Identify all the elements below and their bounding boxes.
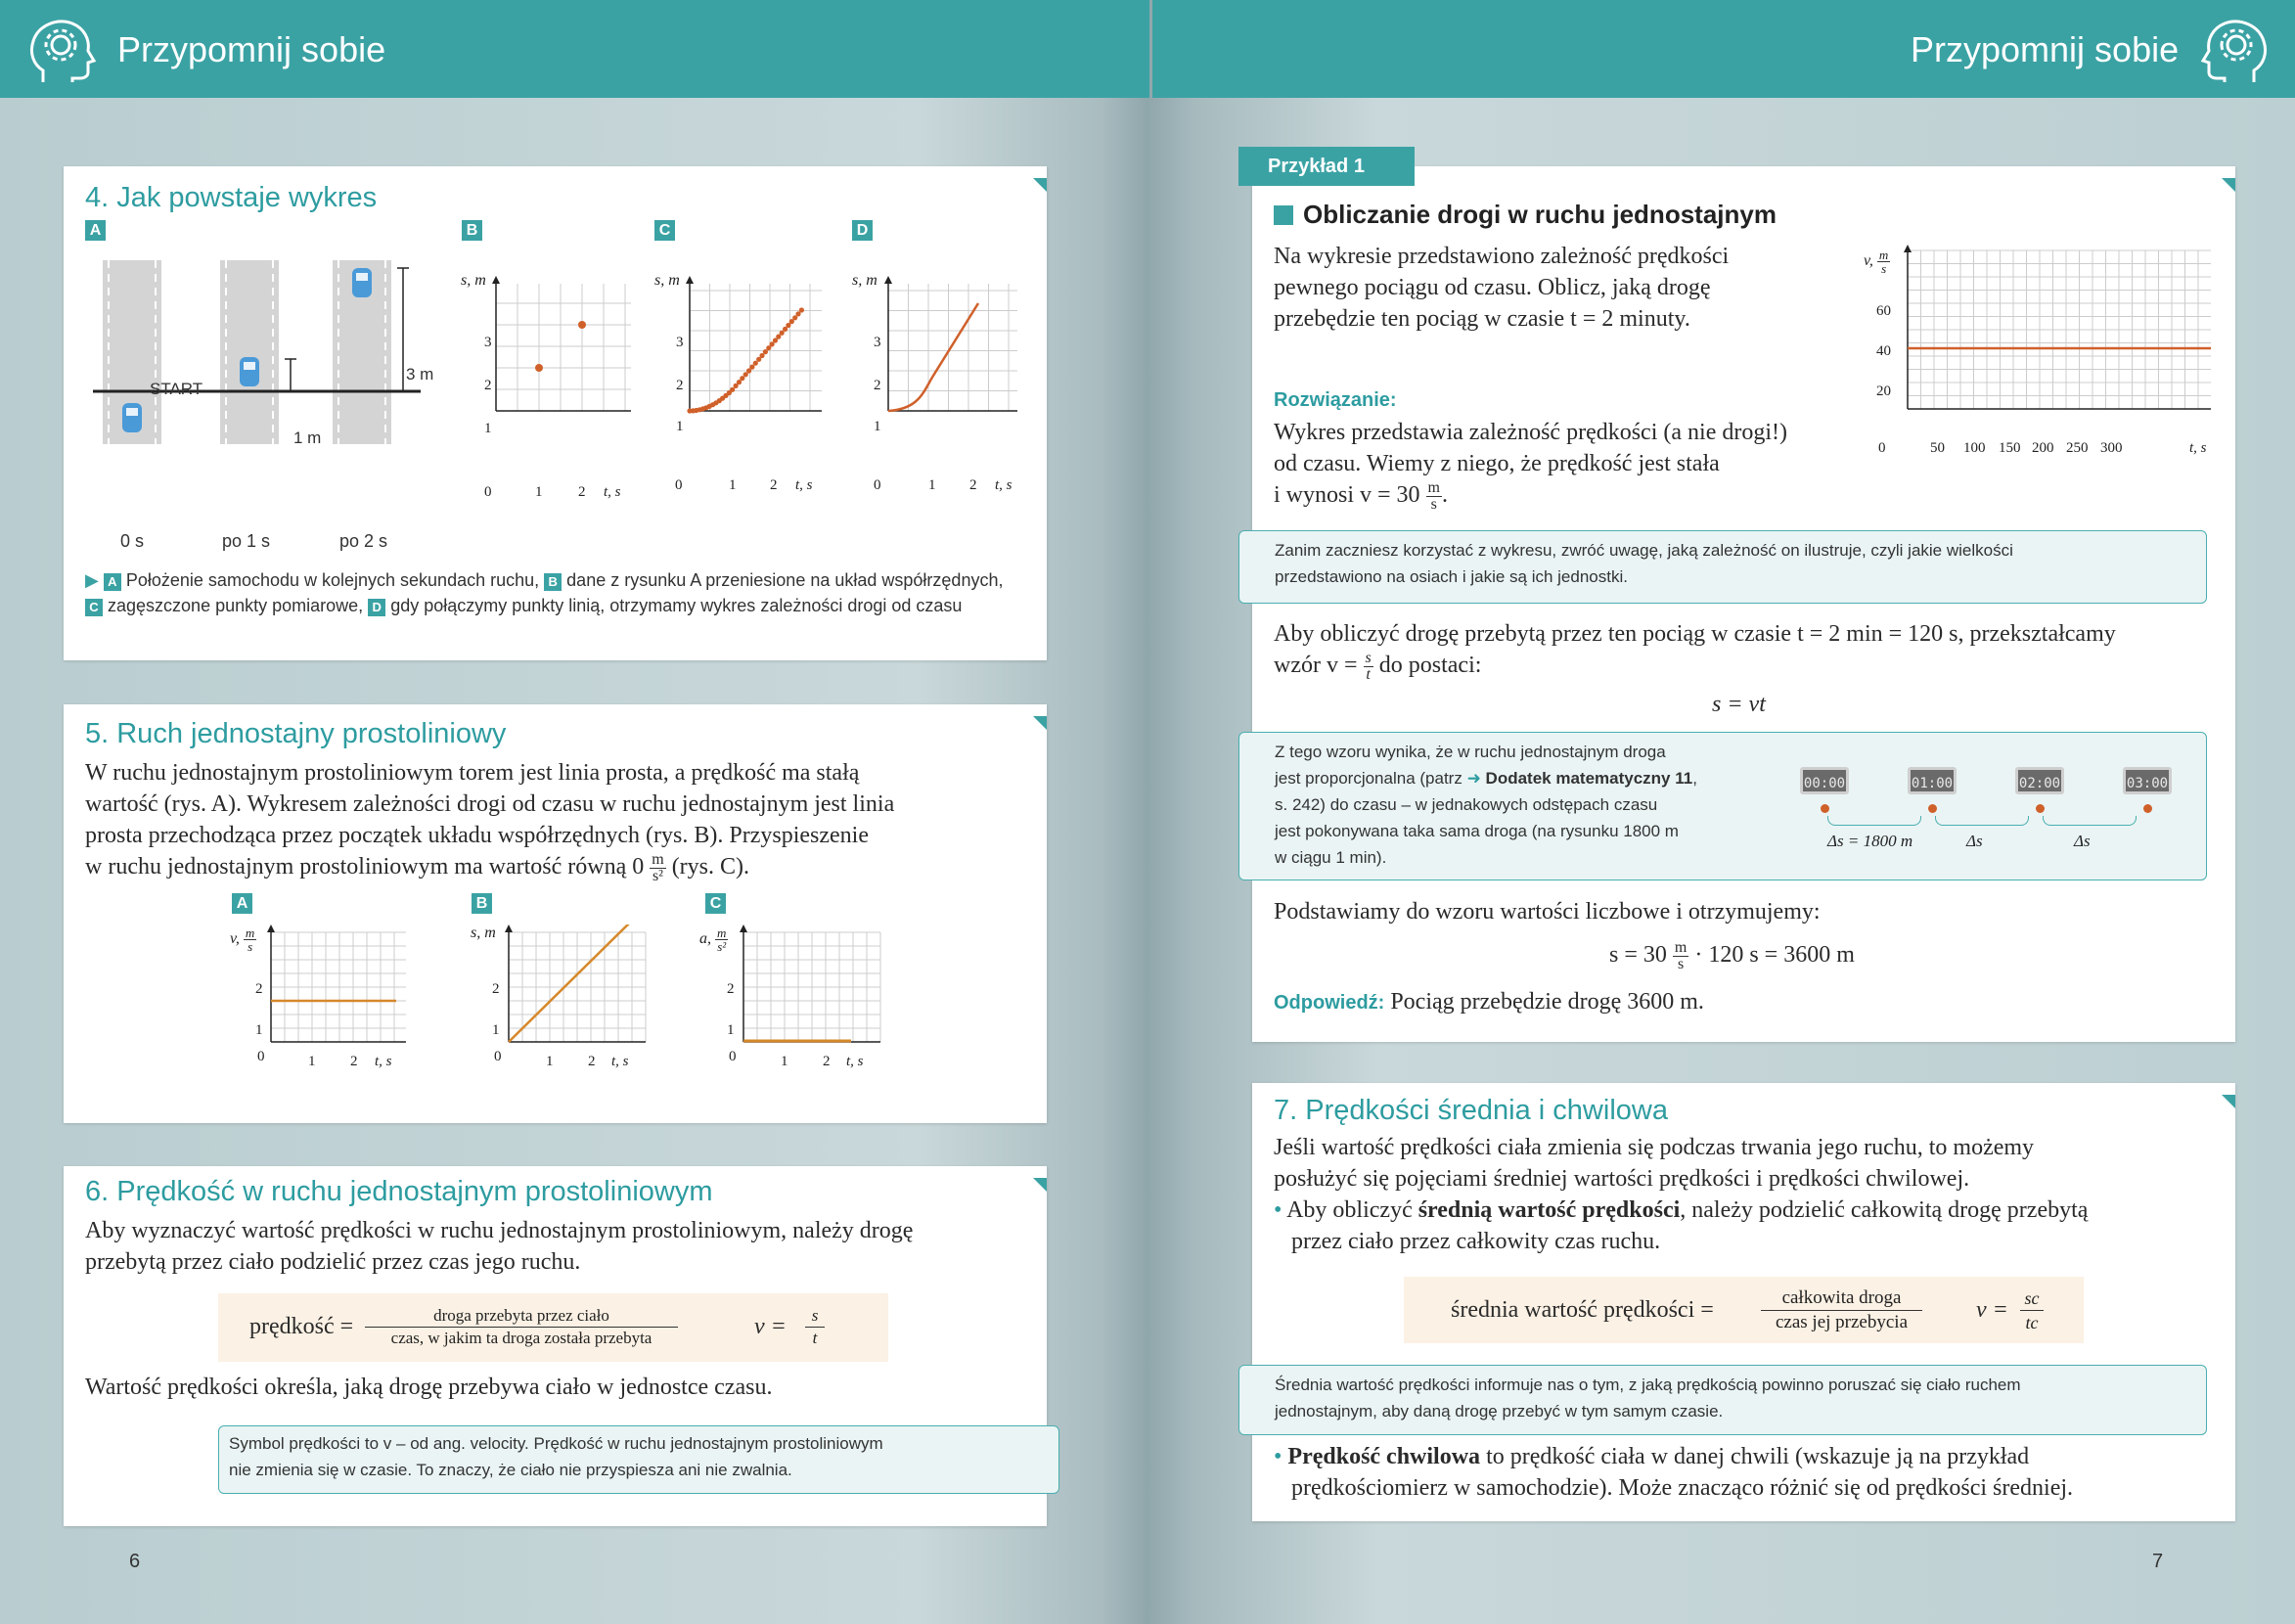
header-title: Przypomnij sobie [117, 29, 386, 69]
section-title: 7. Prędkości średnia i chwilowa [1274, 1095, 1668, 1126]
tick-label: 3 [676, 335, 684, 350]
axis-label: t, s [846, 1054, 864, 1069]
example-tab: Przykład 1 [1238, 147, 1415, 186]
card-section-7 [1252, 1083, 2235, 1521]
time-label: po 2 s [339, 531, 388, 551]
tick-label: 2 [588, 1054, 596, 1069]
velocity-formula: prędkość = droga przebyta przez ciało czas, w jakim ta droga została przebyta v = s t [218, 1293, 888, 1362]
tick-label: 1 [535, 484, 543, 500]
axis-label: t, s [611, 1054, 629, 1069]
tick-label: 1 [492, 1022, 500, 1038]
tick-label: 2 [770, 477, 778, 493]
tick-label: 0 [257, 1049, 265, 1064]
figure-label: A [232, 893, 252, 914]
car-icon [352, 268, 372, 297]
axis-label: a, $\frac{m}{\text{s²}}$ [699, 925, 727, 954]
data-point [786, 323, 790, 328]
example-title: Obliczanie drogi w ruchu jednostajnym [1303, 200, 1777, 229]
curve-line [888, 303, 978, 411]
data-point [535, 364, 543, 372]
clock-display: 00:00 [1800, 767, 1849, 794]
axis-label: s, m [471, 925, 496, 941]
time-marker [2036, 804, 2045, 813]
axis-label: t, s [604, 484, 621, 500]
tick-label: 1 [255, 1022, 263, 1038]
time-label: 0 s [120, 531, 145, 551]
note-box: Z tego wzoru wynika, że w ruchu jednostajnym droga jest proporcjonalna (patrz ➜ Dodatek matematyczny 11, s. 242) do czasu – w jednakowych odstępach czasu jest pokonywana taka sama droga (na rysunku 1800 m w ciągu 1 min). [1238, 732, 2207, 880]
time-marker [1821, 804, 1829, 813]
train-velocity-graph [1888, 245, 2221, 416]
note-box: Średnia wartość prędkości informuje nas o tym, z jaką prędkością powinno poruszać się ciało ruchem jednostajnym, aby daną drogę przebyć w tym samym czasie. [1238, 1365, 2207, 1435]
example-task: Na wykresie przedstawiono zależność prędkości pewnego pociągu od czasu. Oblicz, jaką drogę przebędzie ten pociąg w czasie t = 2 minuty. [1274, 244, 1730, 332]
tick-label: 1 [874, 419, 881, 434]
tick-label: 0 [1878, 440, 1886, 456]
tick-label: 1 [781, 1054, 788, 1069]
header-left [0, 0, 1149, 98]
figure-caption: ▶ A Położenie samochodu w kolejnych sekundach ruchu, B dane z rysunku A przeniesione na układ współrzędnych, C zagęszczone punkty pomiarowe, D gdy połączymy punkty linią, otrzymamy wykres zależności drogi od czasu [85, 570, 1004, 615]
tick-label: 1 [727, 1022, 735, 1038]
answer: Odpowiedź: Pociąg przebędzie drogę 3600 m. [1274, 989, 1704, 1015]
tick-label: 0 [494, 1049, 502, 1064]
interval-brace [1935, 816, 2029, 826]
start-label: START [150, 380, 203, 398]
tick-label: 2 [578, 484, 586, 500]
average-velocity-formula: średnia wartość prędkości = całkowita droga czas jej przebycia v = sc tc [1404, 1277, 2084, 1343]
card-section-6 [64, 1166, 1047, 1526]
clock-row [1800, 759, 2191, 857]
interval-brace [2043, 816, 2137, 826]
figure-label: C [705, 893, 726, 914]
tick-label: 60 [1876, 303, 1891, 319]
interval-brace [1827, 816, 1921, 826]
tick-label: 1 [308, 1054, 316, 1069]
substitution-formula: s = 30 $\frac{m}{s}$ · 120 s = 3600 m [1609, 938, 1855, 972]
axis-label: s, m [461, 272, 486, 289]
graph-b [455, 274, 641, 430]
tick-label: 50 [1930, 440, 1945, 456]
axis-label: v, $\frac{m}{s}$ [230, 925, 255, 954]
figure-label: B [472, 893, 492, 914]
section-title: 5. Ruch jednostajny prostoliniowy [85, 718, 507, 749]
axis-label: t, s [2189, 440, 2207, 456]
section-body: Wartość prędkości określa, jaką drogę przebywa ciało w jednostce czasu. [85, 1375, 773, 1400]
head-gear-icon [23, 14, 98, 88]
data-point [799, 307, 804, 312]
data-point [749, 365, 754, 370]
delta-label: Δs [2074, 832, 2091, 850]
axis-label: t, s [375, 1054, 392, 1069]
tick-label: 150 [1999, 440, 2021, 456]
time-label: po 1 s [222, 531, 271, 551]
time-marker [2143, 804, 2152, 813]
tick-label: 2 [874, 378, 881, 393]
figure-label: D [852, 220, 873, 241]
calc-text: Aby obliczyć drogę przebytą przez ten pociąg w czasie t = 2 min = 120 s, przekształcamy wzór v = $\frac{s}{t}$ do postaci: [1274, 621, 2116, 683]
tick-label: 2 [727, 981, 735, 997]
graph-c [651, 274, 836, 430]
data-point [578, 321, 586, 329]
distance-line [509, 925, 636, 1042]
square-bullet-icon [1274, 205, 1293, 225]
tick-label: 1 [484, 421, 492, 436]
note-box: Symbol prędkości to v – od ang. velocity. Prędkość w ruchu jednostajnym prostoliniowym nie zmienia się w czasie. To znaczy, że ciało nie przyspiesza ani nie zwalnia. [218, 1425, 1059, 1494]
figure-label: B [462, 220, 482, 241]
axis-label: v, $\frac{m}{s}$ [1864, 248, 1889, 276]
tick-label: 1 [928, 477, 936, 493]
tick-label: 300 [2100, 440, 2123, 456]
tick-label: 20 [1876, 383, 1891, 399]
page-number: 7 [2152, 1551, 2164, 1572]
tick-label: 2 [492, 981, 500, 997]
section-title: 6. Prędkość w ruchu jednostajnym prostoliniowym [85, 1176, 713, 1207]
tick-label: 40 [1876, 343, 1891, 359]
tick-label: 2 [350, 1054, 358, 1069]
card-section-5 [64, 704, 1047, 1123]
clock-display: 01:00 [1908, 767, 1957, 794]
distance-label: 1 m [293, 429, 322, 447]
data-point [753, 361, 758, 366]
tick-label: 100 [1963, 440, 1986, 456]
delta-label: Δs [1966, 832, 1983, 850]
header-title: Przypomnij sobie [1911, 29, 2180, 69]
tick-label: 3 [484, 335, 492, 350]
tick-label: 0 [675, 477, 683, 493]
section-body: Aby wyznaczyć wartość prędkości w ruchu jednostajnym prostoliniowym, należy drogę przebytą przez ciało podzielić przez czas jego ruchu. [85, 1218, 914, 1275]
header-right [1152, 0, 2295, 98]
section-body: W ruchu jednostajnym prostoliniowym torem jest linia prosta, a prędkość ma stałą wartość (rys. A). Wykresem zależności drogi od czasu w ruchu jednostajnym jest linia prosta przechodząca przez początek układu współrzędnych (rys. B). Przyspieszenie w ruchu jednostajnym prostoliniowym ma wartość równą 0 $\frac{m}{\text{s²}}$ (rys. C). [85, 760, 895, 884]
figure-label: A [85, 220, 106, 241]
formula-svt: s = vt [1712, 692, 1766, 717]
tick-label: 250 [2066, 440, 2089, 456]
figure-label: C [654, 220, 675, 241]
head-gear-icon [2199, 14, 2273, 88]
card-example-1 [1252, 156, 2235, 1042]
substitution-text: Podstawiamy do wzoru wartości liczbowe i otrzymujemy: [1274, 899, 1821, 925]
note-box: Zanim zaczniesz korzystać z wykresu, zwróć uwagę, jaką zależność on ilustruje, czyli jakie wielkości przedstawiono na osiach i jakie są ich jednostki. [1238, 530, 2207, 604]
tick-label: 200 [2032, 440, 2054, 456]
page-number: 6 [129, 1551, 141, 1572]
tick-label: 2 [255, 981, 263, 997]
tick-label: 2 [969, 477, 977, 493]
car-icon [122, 403, 142, 432]
tick-label: 1 [676, 419, 684, 434]
data-point [759, 353, 764, 358]
data-point [780, 331, 785, 336]
distance-label: 3 m [406, 365, 434, 383]
section-title: 4. Jak powstaje wykres [85, 182, 378, 213]
tick-label: 1 [729, 477, 737, 493]
tick-label: 3 [874, 335, 881, 350]
tick-label: 0 [484, 484, 492, 500]
data-point [795, 311, 800, 316]
data-point [763, 349, 768, 354]
delta-label: Δs = 1800 m [1827, 832, 1913, 850]
tick-label: 2 [823, 1054, 831, 1069]
clock-display: 03:00 [2123, 767, 2172, 794]
axis-label: s, m [852, 272, 878, 289]
card-section-4 [64, 166, 1047, 660]
clock-display: 02:00 [2015, 767, 2064, 794]
tick-label: 2 [484, 378, 492, 393]
tick-label: 1 [546, 1054, 554, 1069]
tick-label: 0 [874, 477, 881, 493]
axis-label: s, m [654, 272, 680, 289]
tick-label: 0 [729, 1049, 737, 1064]
road-diagram [83, 254, 455, 450]
car-icon [240, 357, 259, 386]
solution-text: Wykres przedstawia zależność prędkości (a nie drogi!) od czasu. Wiemy z niego, że prędkość jest stała i wynosi v = 30 $\frac{m}{s}$ . [1274, 420, 1787, 513]
section-body: • Prędkość chwilowa to prędkość ciała w danej chwili (wskazuje ją na przykład prędkościomierz w samochodzie). Może znacząco różnić się od prędkości średniej. [1274, 1444, 2074, 1501]
tick-label: 2 [676, 378, 684, 393]
graph-d [851, 274, 1037, 430]
time-marker [1928, 804, 1937, 813]
section-body: Jeśli wartość prędkości ciała zmienia się podczas trwania jego ruchu, to możemy posłużyć się pojęciami średniej wartości prędkości i prędkości chwilowej. • Aby obliczyć średnią wartość prędkości, należy podzielić całkowitą drogę przebytą przez ciało przez całkowity czas ruchu. [1274, 1135, 2089, 1254]
solution-label: Rozwiązanie: [1274, 389, 1397, 411]
axis-label: t, s [995, 477, 1012, 493]
data-point [740, 376, 744, 381]
data-point [730, 387, 735, 392]
data-point [770, 341, 775, 346]
axis-label: t, s [795, 477, 813, 493]
